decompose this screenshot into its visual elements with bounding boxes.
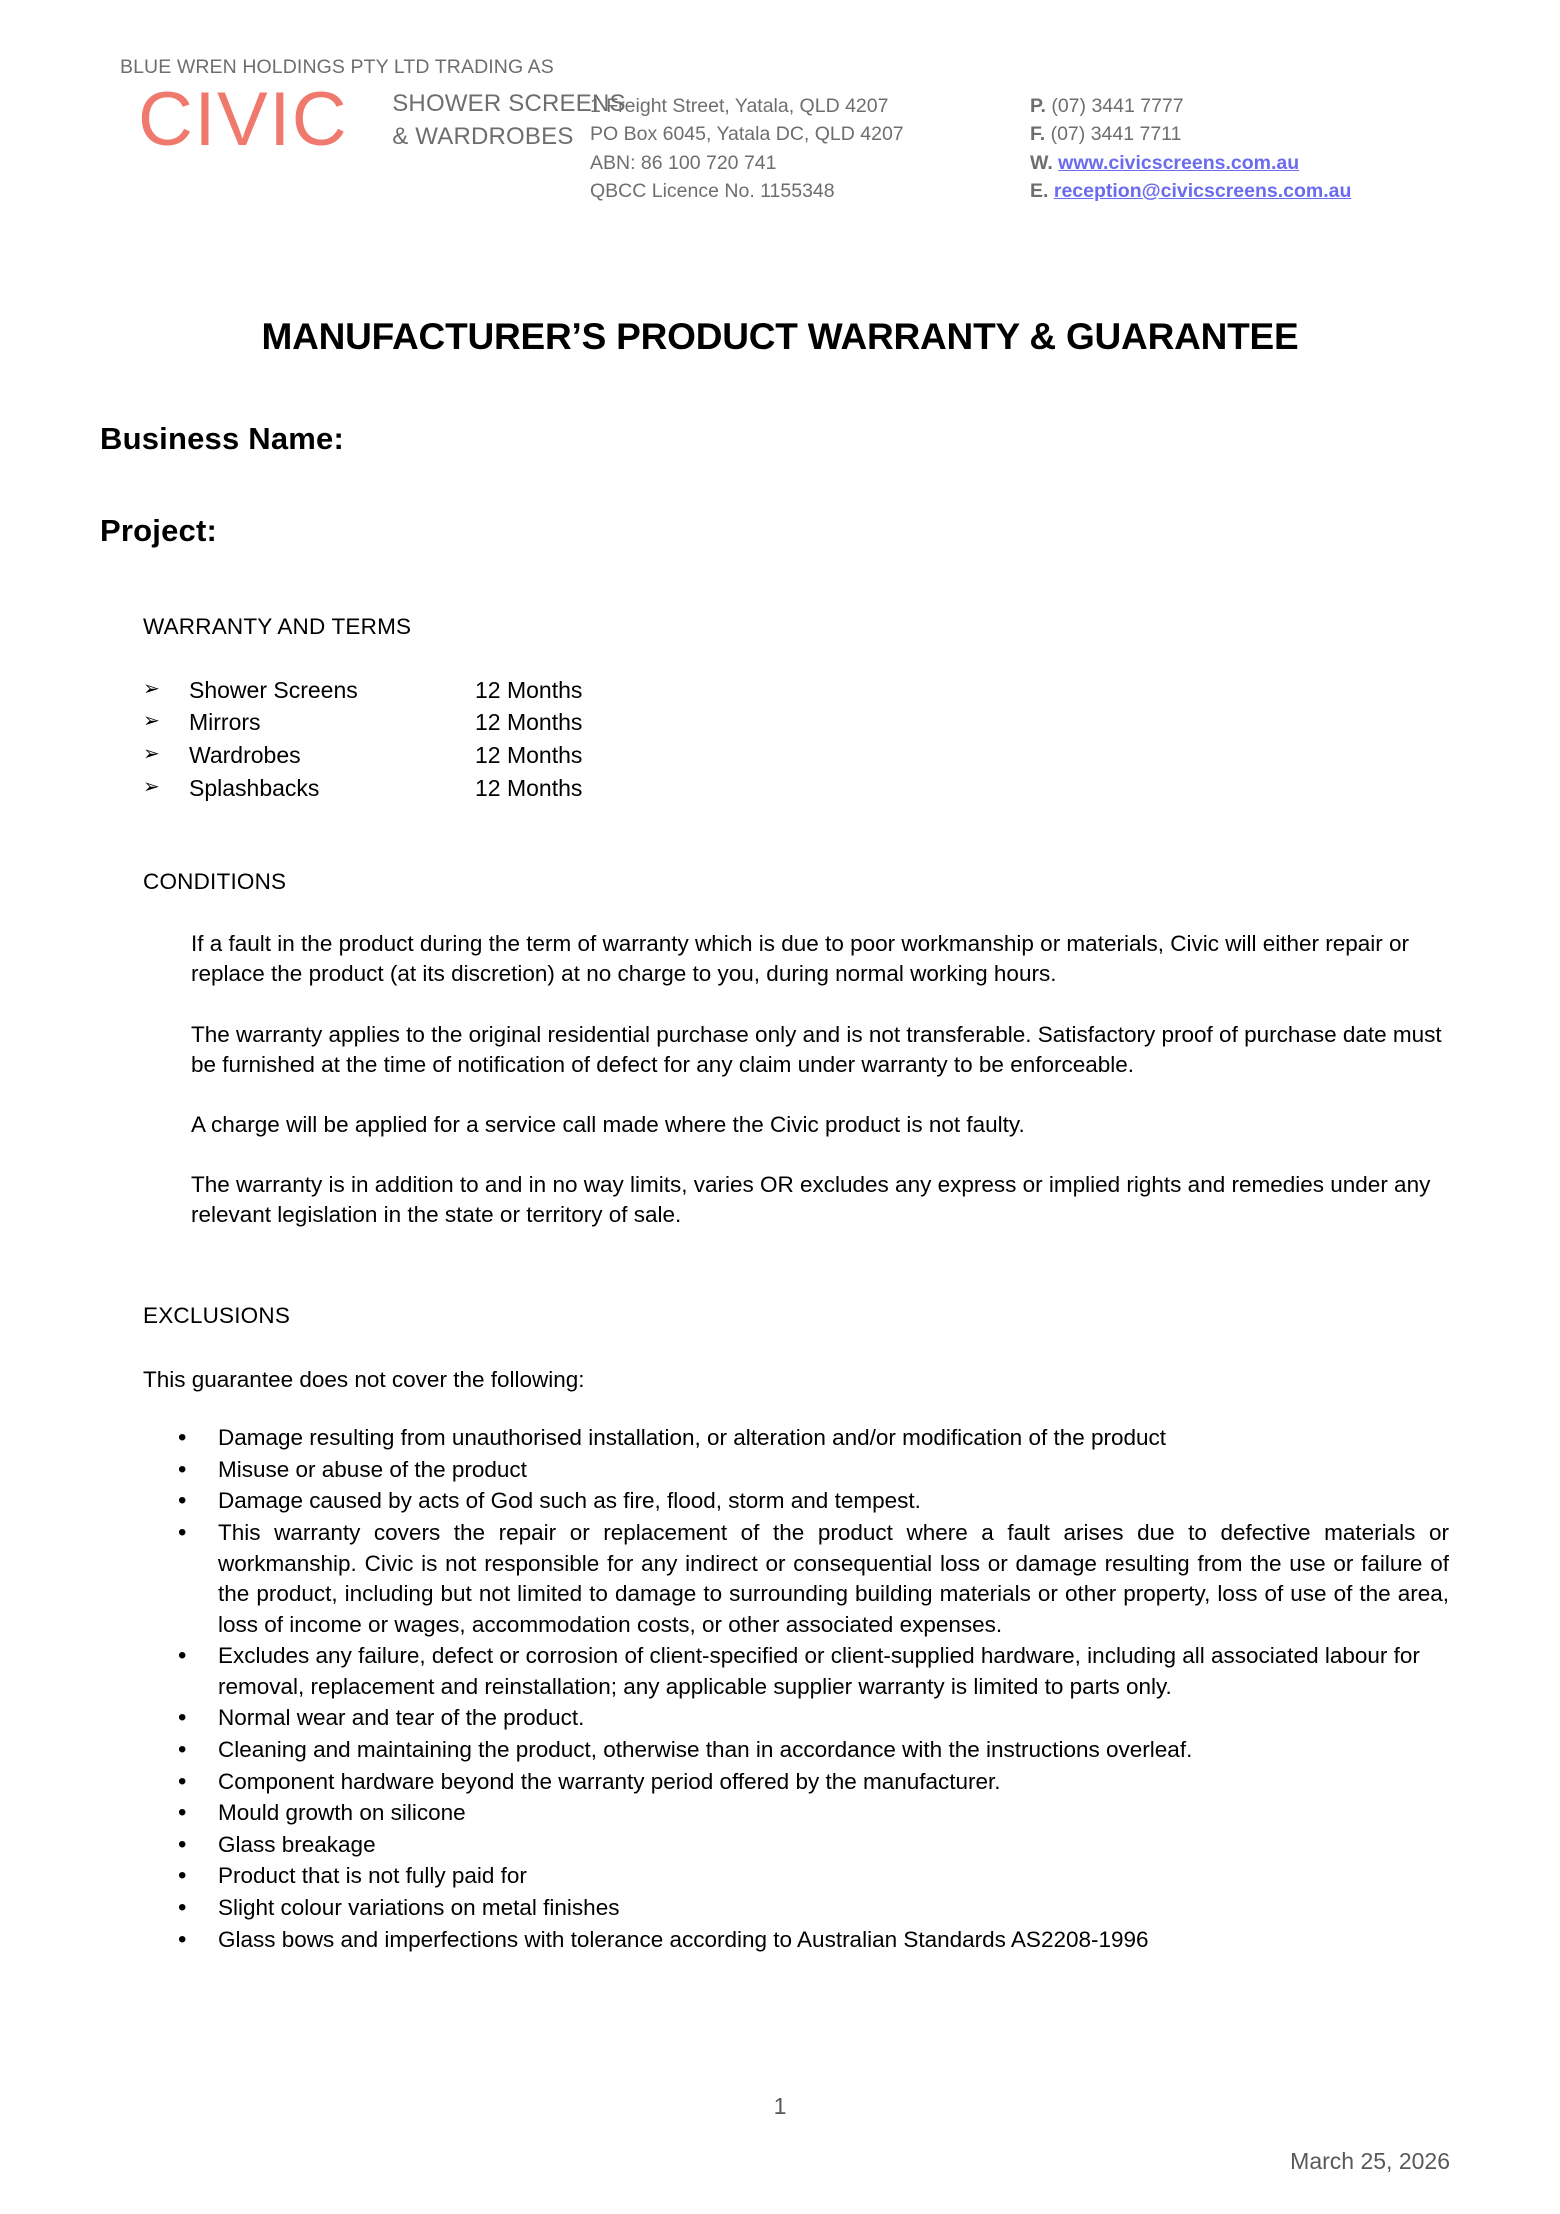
project-label: Project: bbox=[100, 513, 218, 548]
email-link[interactable]: reception@civicscreens.com.au bbox=[1053, 179, 1352, 202]
email-label: E. bbox=[1030, 179, 1049, 202]
footer-date: March 25, 2026 bbox=[1290, 2148, 1450, 2174]
list-item: • Damage caused by acts of God such as fire, flood, storm and tempest. bbox=[143, 1486, 1449, 1517]
conditions-paragraph: A charge will be applied for a service call made where the Civic product is not faulty. bbox=[191, 1111, 1025, 1137]
warranty-item-duration: 12 Months bbox=[475, 709, 583, 736]
list-item: • Excludes any failure, defect or corrosion of client-specified or client-supplied hardware, including all associated labour for removal, replacement and reinstallation; any applicable supplier warranty is limited to parts only. bbox=[143, 1641, 1449, 1702]
list-item: • Damage resulting from unauthorised installation, or alteration and/or modification of the product bbox=[143, 1423, 1449, 1454]
warranty-item-name: Wardrobes bbox=[189, 742, 301, 769]
arrow-bullet-icon: ➢ bbox=[143, 675, 160, 700]
warranty-item-name: Splashbacks bbox=[189, 774, 320, 801]
conditions-heading: CONDITIONS bbox=[143, 869, 287, 895]
table-row bbox=[143, 772, 582, 805]
website-label: W. bbox=[1030, 151, 1053, 174]
list-item: • Misuse or abuse of the product bbox=[143, 1455, 1449, 1486]
conditions-paragraph: If a fault in the product during the term of warranty which is due to poor workmanship or materials, Civic will either repair or replace the product (at its discretion) at no charge to you, during normal working hours. bbox=[191, 931, 1410, 987]
fax-line bbox=[1030, 120, 1351, 148]
logo-row bbox=[120, 77, 626, 162]
list-item: • Product that is not fully paid for bbox=[143, 1861, 1449, 1892]
website-line bbox=[1030, 149, 1351, 177]
list-item: • Glass bows and imperfections with tolerance according to Australian Standards AS2208-1996 bbox=[143, 1925, 1449, 1956]
fax-label: F. bbox=[1030, 123, 1046, 146]
list-item: • Cleaning and maintaining the product, otherwise than in accordance with the instructions overleaf. bbox=[143, 1735, 1449, 1766]
exclusions-heading: EXCLUSIONS bbox=[143, 1303, 291, 1329]
warranty-item-duration: 12 Months bbox=[475, 676, 583, 703]
phone-line bbox=[1030, 92, 1351, 120]
document-body bbox=[143, 613, 1449, 1956]
warranty-item-name: Mirrors bbox=[189, 709, 261, 736]
contact-block bbox=[1030, 56, 1351, 205]
list-item: • Component hardware beyond the warranty period offered by the manufacturer. bbox=[143, 1767, 1449, 1798]
exclusions-list bbox=[143, 1423, 1449, 1955]
list-item: • Slight colour variations on metal finishes bbox=[143, 1893, 1449, 1924]
arrow-bullet-icon: ➢ bbox=[143, 773, 160, 798]
website-link[interactable]: www.civicscreens.com.au bbox=[1058, 151, 1300, 174]
list-item: • This warranty covers the repair or replacement of the product where a fault arises due to defective materials or workmanship. Civic is not responsible for any indirect or consequential loss or damage resulting from the use or failure of the product, including but not limited to damage to surrounding building materials or other property, loss of use of the area, loss of income or wages, accommodation costs, or other associated expenses. bbox=[143, 1518, 1449, 1640]
table-row bbox=[143, 739, 582, 772]
page-number: 1 bbox=[773, 2093, 787, 2119]
abn-line: ABN: 86 100 720 741 bbox=[590, 151, 777, 174]
arrow-bullet-icon: ➢ bbox=[143, 741, 160, 766]
civic-logo-wordmark: CIVIC bbox=[138, 77, 349, 162]
table-row bbox=[143, 674, 582, 707]
conditions-paragraph: The warranty is in addition to and in no way limits, varies OR excludes any express or implied rights and remedies under any relevant legislation in the state or territory of sale. bbox=[191, 1171, 1431, 1228]
list-item: • Normal wear and tear of the product. bbox=[143, 1703, 1449, 1734]
warranty-item-duration: 12 Months bbox=[475, 774, 583, 801]
brand-block bbox=[120, 56, 626, 162]
list-item: • Glass breakage bbox=[143, 1830, 1449, 1861]
list-item: • Mould growth on silicone bbox=[143, 1798, 1449, 1829]
arrow-bullet-icon: ➢ bbox=[143, 708, 160, 733]
table-row bbox=[143, 706, 582, 739]
address-line-1: 1 Freight Street, Yatala, QLD 4207 bbox=[590, 95, 889, 117]
exclusions-section bbox=[143, 1302, 1449, 1955]
warranty-item-name: Shower Screens bbox=[189, 676, 358, 703]
email-line bbox=[1030, 177, 1351, 205]
warranty-terms-heading: WARRANTY AND TERMS bbox=[143, 614, 412, 639]
trading-as-line: BLUE WREN HOLDINGS PTY LTD TRADING AS bbox=[120, 56, 554, 78]
document-header bbox=[120, 56, 1452, 205]
conditions-paragraph: The warranty applies to the original residential purchase only and is not transferable. Satisfactory proof of purchase date must be furnished at the time of notification of defect for any claim under warranty to be enforceable. bbox=[191, 1021, 1442, 1077]
logo-subtitle bbox=[370, 87, 626, 153]
conditions-section bbox=[143, 868, 1449, 1230]
address-block bbox=[590, 56, 1030, 205]
phone-label: P. bbox=[1030, 95, 1046, 117]
address-line-2: PO Box 6045, Yatala DC, QLD 4207 bbox=[590, 123, 904, 146]
logo-subtitle-line-1: SHOWER SCREENS bbox=[392, 90, 626, 118]
fax-value: (07) 3441 7711 bbox=[1050, 123, 1182, 146]
qbcc-licence-line: QBCC Licence No. 1155348 bbox=[590, 179, 835, 202]
logo-subtitle-line-2: & WARDROBES bbox=[392, 123, 574, 151]
exclusions-intro: This guarantee does not cover the following: bbox=[143, 1367, 585, 1392]
warranty-terms-table bbox=[143, 674, 582, 805]
page-title: MANUFACTURER’S PRODUCT WARRANTY & GUARANTEE bbox=[261, 316, 1299, 357]
warranty-item-duration: 12 Months bbox=[475, 742, 583, 769]
phone-value: (07) 3441 7777 bbox=[1051, 95, 1184, 117]
business-name-label: Business Name: bbox=[100, 421, 345, 456]
